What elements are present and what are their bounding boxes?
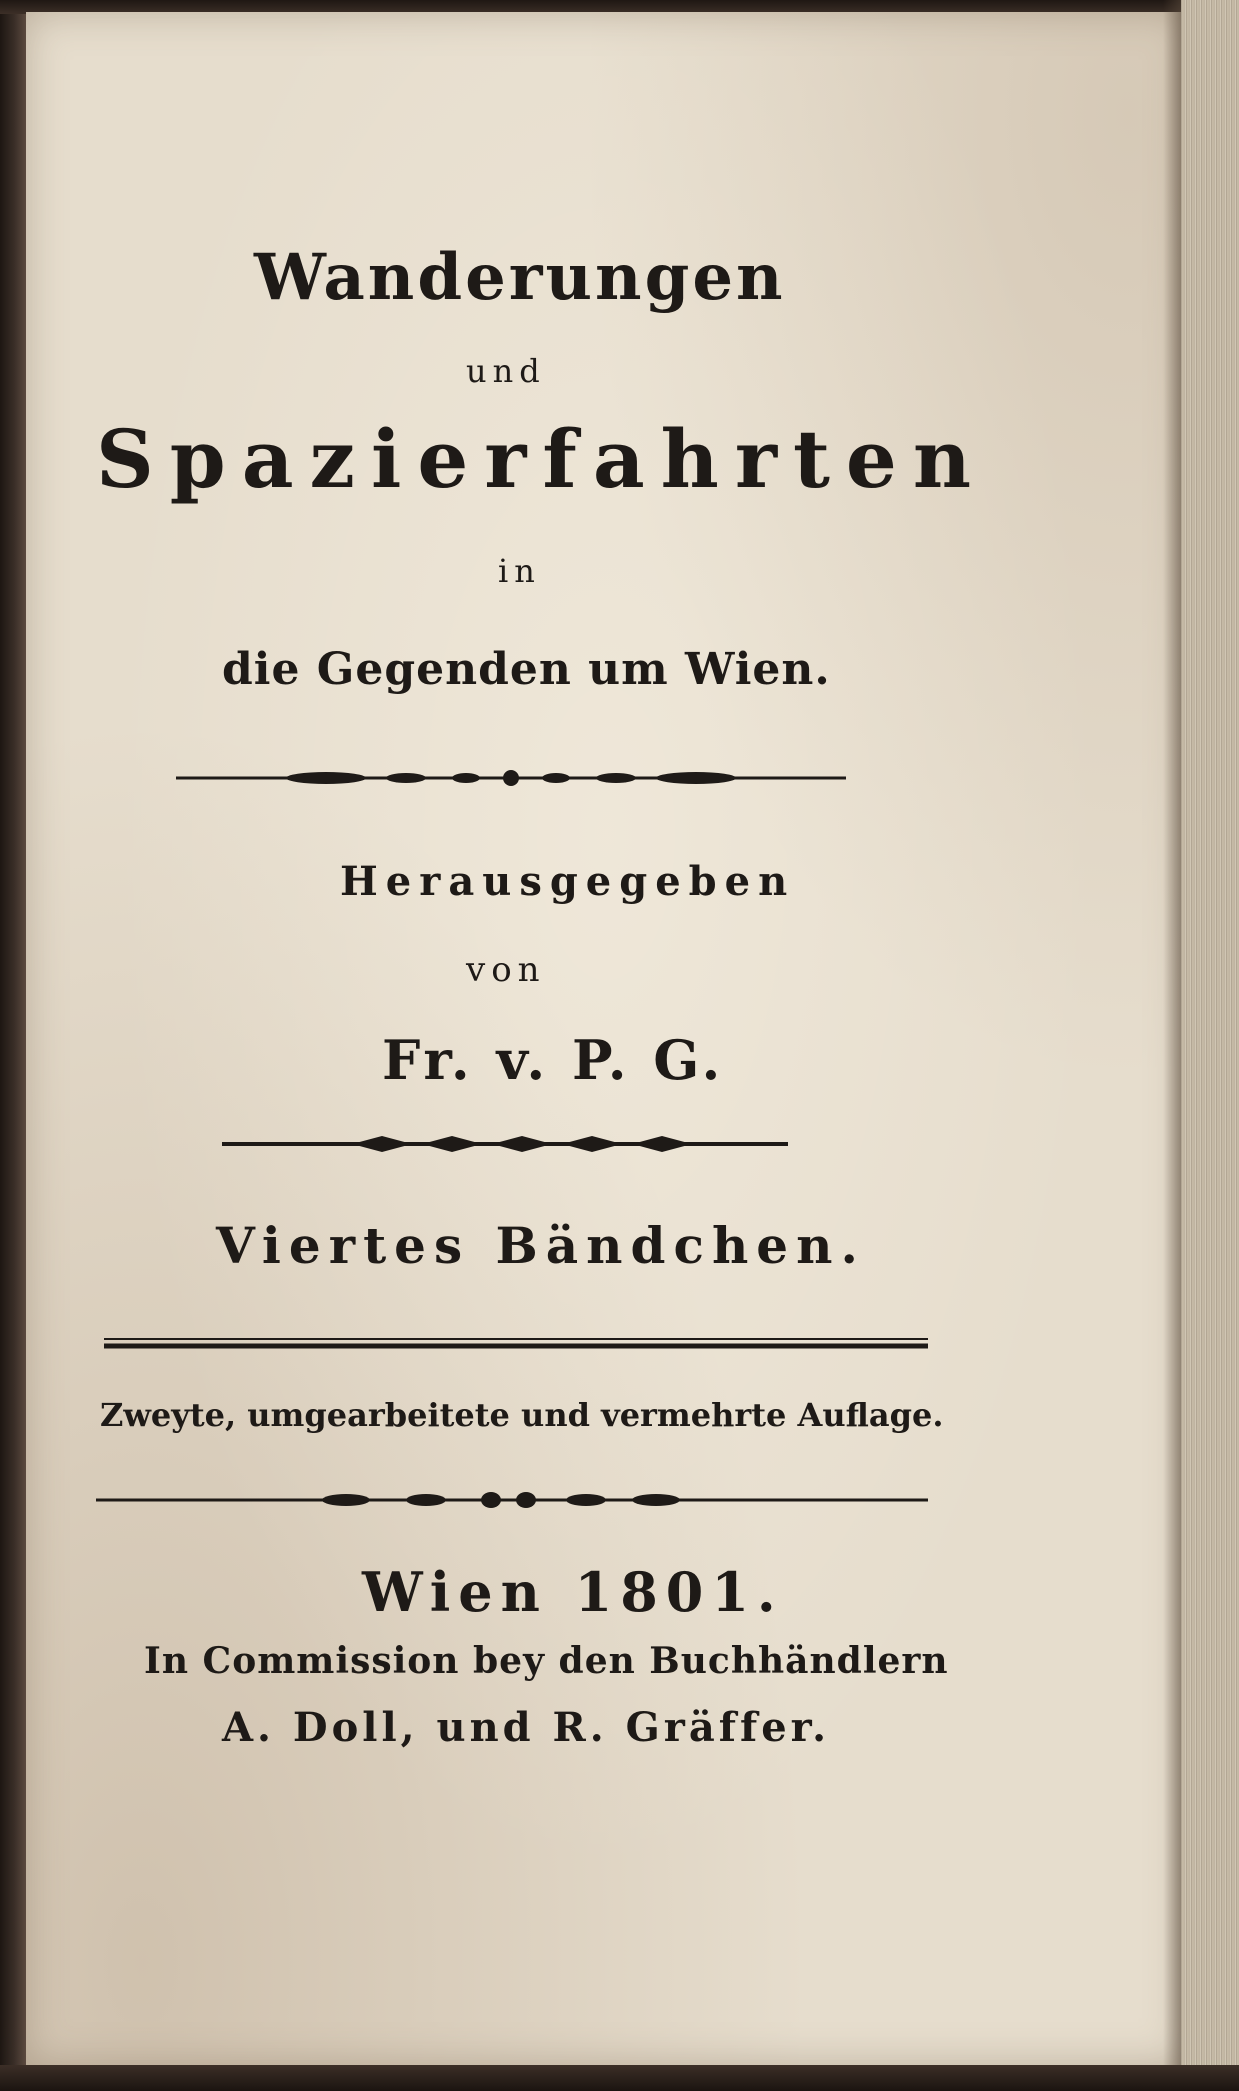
editor-von: von — [466, 950, 546, 990]
title-line-3: Spazierfahrten — [96, 412, 987, 506]
title-line-4: in — [498, 552, 541, 590]
ornamental-rule-2 — [222, 1132, 788, 1156]
page-fold-shadow — [1163, 0, 1181, 2091]
publisher-line-1: In Commission bey den Buchhändlern — [144, 1640, 949, 1682]
editor-intro: Herausgegeben — [340, 858, 796, 905]
ornamental-rule-1 — [176, 764, 846, 792]
title-line-5: die Gegenden um Wien. — [222, 644, 831, 695]
book-bottom-edge — [0, 2065, 1239, 2091]
place-year: Wien 1801. — [362, 1560, 784, 1624]
volume-label: Viertes Bändchen. — [216, 1216, 866, 1275]
title-line-1: Wanderungen — [254, 240, 786, 315]
title-page — [26, 12, 1186, 2066]
edition-statement: Zweyte, umgearbeitete und vermehrte Auflage. — [100, 1396, 944, 1434]
double-rule — [104, 1336, 928, 1350]
title-line-2: und — [466, 352, 546, 390]
book-spine — [0, 0, 26, 2091]
publisher-line-2: A. Doll, und R. Gräffer. — [222, 1704, 830, 1751]
ornamental-rule-3 — [96, 1488, 928, 1512]
book-fore-edge — [1181, 0, 1239, 2091]
editor-name: Fr. v. P. G. — [382, 1028, 725, 1092]
